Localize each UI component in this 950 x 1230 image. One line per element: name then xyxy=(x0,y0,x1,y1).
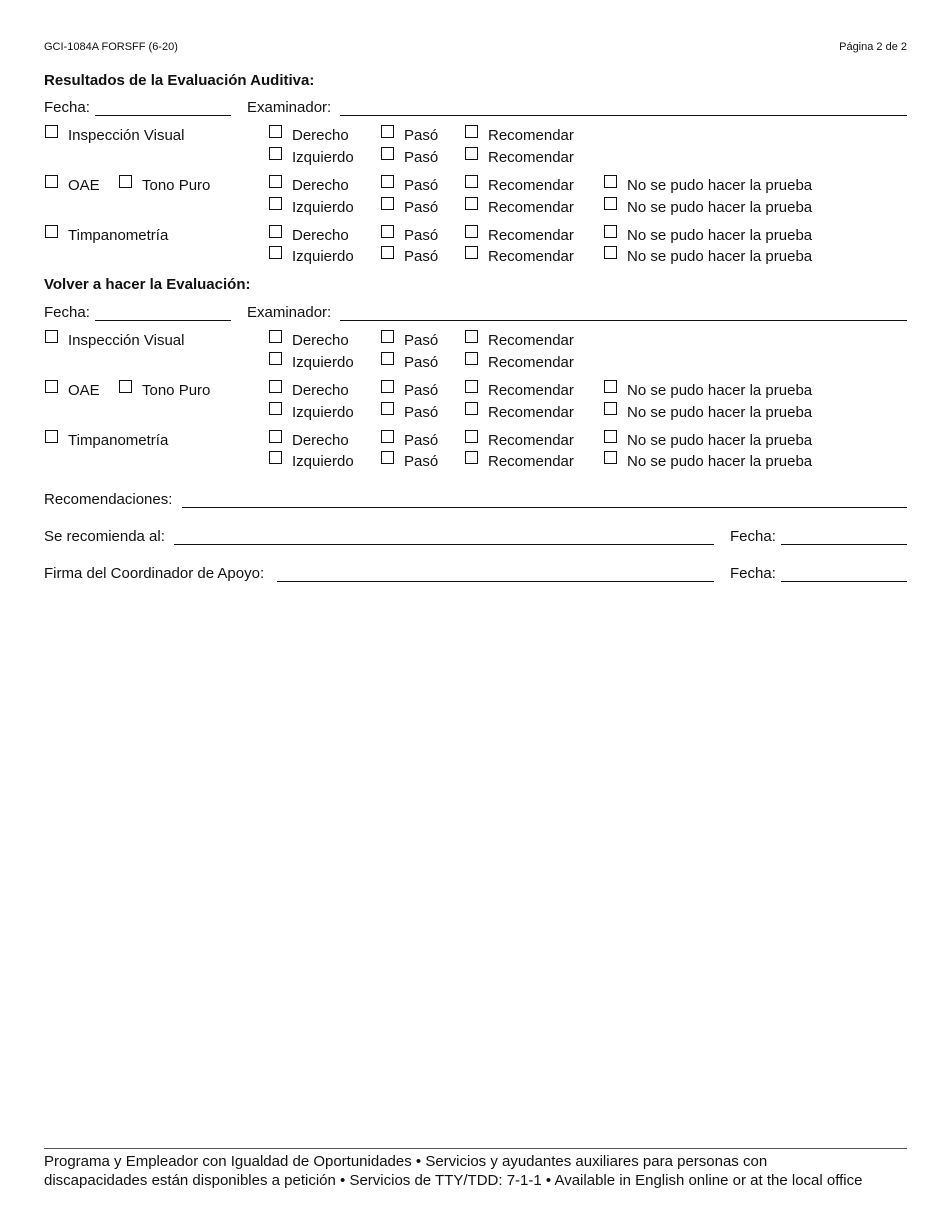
retest-tymp-left-pass-label: Pasó xyxy=(404,453,439,470)
retest-date-field[interactable] xyxy=(95,303,231,321)
retest-oae-right-pass-label: Pasó xyxy=(404,382,439,399)
retest-oae-left-checkbox[interactable] xyxy=(269,402,282,415)
retest-oae-checkbox[interactable] xyxy=(45,380,58,393)
tymp-left-label: Izquierdo xyxy=(292,248,354,265)
oae-left-could-not-test-label: No se pudo hacer la prueba xyxy=(627,199,813,216)
oae-right-pass-label: Pasó xyxy=(404,177,439,194)
retest-oae-left-pass-label: Pasó xyxy=(404,404,439,421)
retest-tymp-right-label: Derecho xyxy=(292,432,349,449)
footer-line-1: Programa y Empleador con Igualdad de Oportunidades • Servicios y ayudantes auxiliares para personas con xyxy=(44,1153,768,1170)
retest-tymp-left-could-not-test-label: No se pudo hacer la prueba xyxy=(627,453,813,470)
oae-checkbox[interactable] xyxy=(45,175,58,188)
footer-line-2: discapacidades están disponibles a petición • Servicios de TTY/TDD: 7-1-1 • Available in English online or at the local office xyxy=(44,1172,863,1189)
date-field[interactable] xyxy=(95,98,231,116)
visual-right-label: Derecho xyxy=(292,127,349,144)
examiner-label: Examinador: xyxy=(247,99,332,116)
oae-right-could-not-test-label: No se pudo hacer la prueba xyxy=(627,177,813,194)
retest-pure-tone-checkbox[interactable] xyxy=(119,380,132,393)
retest-tymp-left-pass-checkbox[interactable] xyxy=(381,451,394,464)
retest-oae-left-could-not-test-label: No se pudo hacer la prueba xyxy=(627,404,813,421)
visual-left-label: Izquierdo xyxy=(292,149,354,166)
retest-visual-right-checkbox[interactable] xyxy=(269,330,282,343)
tymp-left-pass-checkbox[interactable] xyxy=(381,246,394,259)
retest-date-label: Fecha: xyxy=(44,304,90,321)
retest-tymp-right-refer-checkbox[interactable] xyxy=(465,430,478,443)
tymp-right-pass-label: Pasó xyxy=(404,227,439,244)
oae-left-label: Izquierdo xyxy=(292,199,354,216)
tymp-right-refer-label: Recomendar xyxy=(488,227,574,244)
retest-visual-right-pass-checkbox[interactable] xyxy=(381,330,394,343)
visual-inspection-label: Inspección Visual xyxy=(68,127,185,144)
retest-visual-left-refer-checkbox[interactable] xyxy=(465,352,478,365)
retest-examiner-field[interactable] xyxy=(340,303,907,321)
tymp-right-checkbox[interactable] xyxy=(269,225,282,238)
retest-visual-right-pass-label: Pasó xyxy=(404,332,439,349)
visual-left-checkbox[interactable] xyxy=(269,147,282,160)
section-title-results: Resultados de la Evaluación Auditiva: xyxy=(44,72,315,89)
referred-date-label: Fecha: xyxy=(730,528,776,545)
page-number: Página 2 de 2 xyxy=(839,41,907,53)
tymp-right-refer-checkbox[interactable] xyxy=(465,225,478,238)
retest-oae-left-refer-label: Recomendar xyxy=(488,404,574,421)
oae-right-label: Derecho xyxy=(292,177,349,194)
oae-label: OAE xyxy=(68,177,100,194)
coordinator-signature-label: Firma del Coordinador de Apoyo: xyxy=(44,565,265,582)
retest-examiner-label: Examinador: xyxy=(247,304,332,321)
retest-tymp-left-refer-checkbox[interactable] xyxy=(465,451,478,464)
tymp-right-could-not-test-checkbox[interactable] xyxy=(604,225,617,238)
visual-left-pass-label: Pasó xyxy=(404,149,439,166)
tymp-left-refer-checkbox[interactable] xyxy=(465,246,478,259)
tymp-left-could-not-test-checkbox[interactable] xyxy=(604,246,617,259)
oae-left-refer-checkbox[interactable] xyxy=(465,197,478,210)
retest-visual-inspection-label: Inspección Visual xyxy=(68,332,185,349)
retest-oae-right-could-not-test-checkbox[interactable] xyxy=(604,380,617,393)
retest-tymp-right-pass-checkbox[interactable] xyxy=(381,430,394,443)
recommendations-field[interactable] xyxy=(182,490,907,508)
retest-tymp-right-pass-label: Pasó xyxy=(404,432,439,449)
tymp-right-pass-checkbox[interactable] xyxy=(381,225,394,238)
tympanometry-label: Timpanometría xyxy=(68,227,169,244)
oae-left-pass-label: Pasó xyxy=(404,199,439,216)
visual-left-refer-checkbox[interactable] xyxy=(465,147,478,160)
retest-oae-right-refer-checkbox[interactable] xyxy=(465,380,478,393)
retest-tymp-right-refer-label: Recomendar xyxy=(488,432,574,449)
oae-right-refer-checkbox[interactable] xyxy=(465,175,478,188)
tymp-left-refer-label: Recomendar xyxy=(488,248,574,265)
oae-right-refer-label: Recomendar xyxy=(488,177,574,194)
retest-visual-left-pass-checkbox[interactable] xyxy=(381,352,394,365)
oae-left-checkbox[interactable] xyxy=(269,197,282,210)
retest-tymp-left-label: Izquierdo xyxy=(292,453,354,470)
referred-to-label: Se recomienda al: xyxy=(44,528,165,545)
retest-tymp-right-could-not-test-label: No se pudo hacer la prueba xyxy=(627,432,813,449)
visual-right-refer-checkbox[interactable] xyxy=(465,125,478,138)
retest-oae-right-pass-checkbox[interactable] xyxy=(381,380,394,393)
tympanometry-checkbox[interactable] xyxy=(45,225,58,238)
signature-date-field[interactable] xyxy=(781,564,907,582)
retest-tymp-right-checkbox[interactable] xyxy=(269,430,282,443)
examiner-field[interactable] xyxy=(340,98,907,116)
retest-tympanometry-label: Timpanometría xyxy=(68,432,169,449)
retest-visual-inspection-checkbox[interactable] xyxy=(45,330,58,343)
recommendations-label: Recomendaciones: xyxy=(44,491,173,508)
retest-visual-left-checkbox[interactable] xyxy=(269,352,282,365)
visual-right-refer-label: Recomendar xyxy=(488,127,574,144)
visual-right-checkbox[interactable] xyxy=(269,125,282,138)
pure-tone-label: Tono Puro xyxy=(142,177,211,194)
visual-right-pass-label: Pasó xyxy=(404,127,439,144)
retest-oae-right-refer-label: Recomendar xyxy=(488,382,574,399)
retest-visual-left-refer-label: Recomendar xyxy=(488,354,574,371)
oae-right-pass-checkbox[interactable] xyxy=(381,175,394,188)
tymp-right-could-not-test-label: No se pudo hacer la prueba xyxy=(627,227,813,244)
retest-visual-left-pass-label: Pasó xyxy=(404,354,439,371)
retest-tympanometry-checkbox[interactable] xyxy=(45,430,58,443)
retest-tymp-right-could-not-test-checkbox[interactable] xyxy=(604,430,617,443)
retest-visual-right-refer-checkbox[interactable] xyxy=(465,330,478,343)
retest-tymp-left-could-not-test-checkbox[interactable] xyxy=(604,451,617,464)
visual-left-pass-checkbox[interactable] xyxy=(381,147,394,160)
section-title-retest: Volver a hacer la Evaluación: xyxy=(44,276,251,293)
oae-left-refer-label: Recomendar xyxy=(488,199,574,216)
footer-divider xyxy=(44,1148,907,1149)
retest-oae-right-label: Derecho xyxy=(292,382,349,399)
visual-right-pass-checkbox[interactable] xyxy=(381,125,394,138)
oae-right-could-not-test-checkbox[interactable] xyxy=(604,175,617,188)
tymp-left-checkbox[interactable] xyxy=(269,246,282,259)
coordinator-signature-field[interactable] xyxy=(277,564,714,582)
referred-to-field[interactable] xyxy=(174,527,714,545)
visual-left-refer-label: Recomendar xyxy=(488,149,574,166)
retest-oae-right-could-not-test-label: No se pudo hacer la prueba xyxy=(627,382,813,399)
oae-left-could-not-test-checkbox[interactable] xyxy=(604,197,617,210)
signature-date-label: Fecha: xyxy=(730,565,776,582)
tymp-left-could-not-test-label: No se pudo hacer la prueba xyxy=(627,248,813,265)
retest-pure-tone-label: Tono Puro xyxy=(142,382,211,399)
retest-oae-left-could-not-test-checkbox[interactable] xyxy=(604,402,617,415)
retest-tymp-left-checkbox[interactable] xyxy=(269,451,282,464)
retest-tymp-left-refer-label: Recomendar xyxy=(488,453,574,470)
retest-oae-right-checkbox[interactable] xyxy=(269,380,282,393)
retest-visual-right-refer-label: Recomendar xyxy=(488,332,574,349)
retest-visual-left-label: Izquierdo xyxy=(292,354,354,371)
referred-date-field[interactable] xyxy=(781,527,907,545)
retest-oae-left-pass-checkbox[interactable] xyxy=(381,402,394,415)
oae-left-pass-checkbox[interactable] xyxy=(381,197,394,210)
retest-oae-left-refer-checkbox[interactable] xyxy=(465,402,478,415)
retest-visual-right-label: Derecho xyxy=(292,332,349,349)
pure-tone-checkbox[interactable] xyxy=(119,175,132,188)
oae-right-checkbox[interactable] xyxy=(269,175,282,188)
retest-oae-left-label: Izquierdo xyxy=(292,404,354,421)
retest-oae-label: OAE xyxy=(68,382,100,399)
tymp-right-label: Derecho xyxy=(292,227,349,244)
tymp-left-pass-label: Pasó xyxy=(404,248,439,265)
visual-inspection-checkbox[interactable] xyxy=(45,125,58,138)
date-label: Fecha: xyxy=(44,99,90,116)
form-id: GCI-1084A FORSFF (6-20) xyxy=(44,41,178,53)
